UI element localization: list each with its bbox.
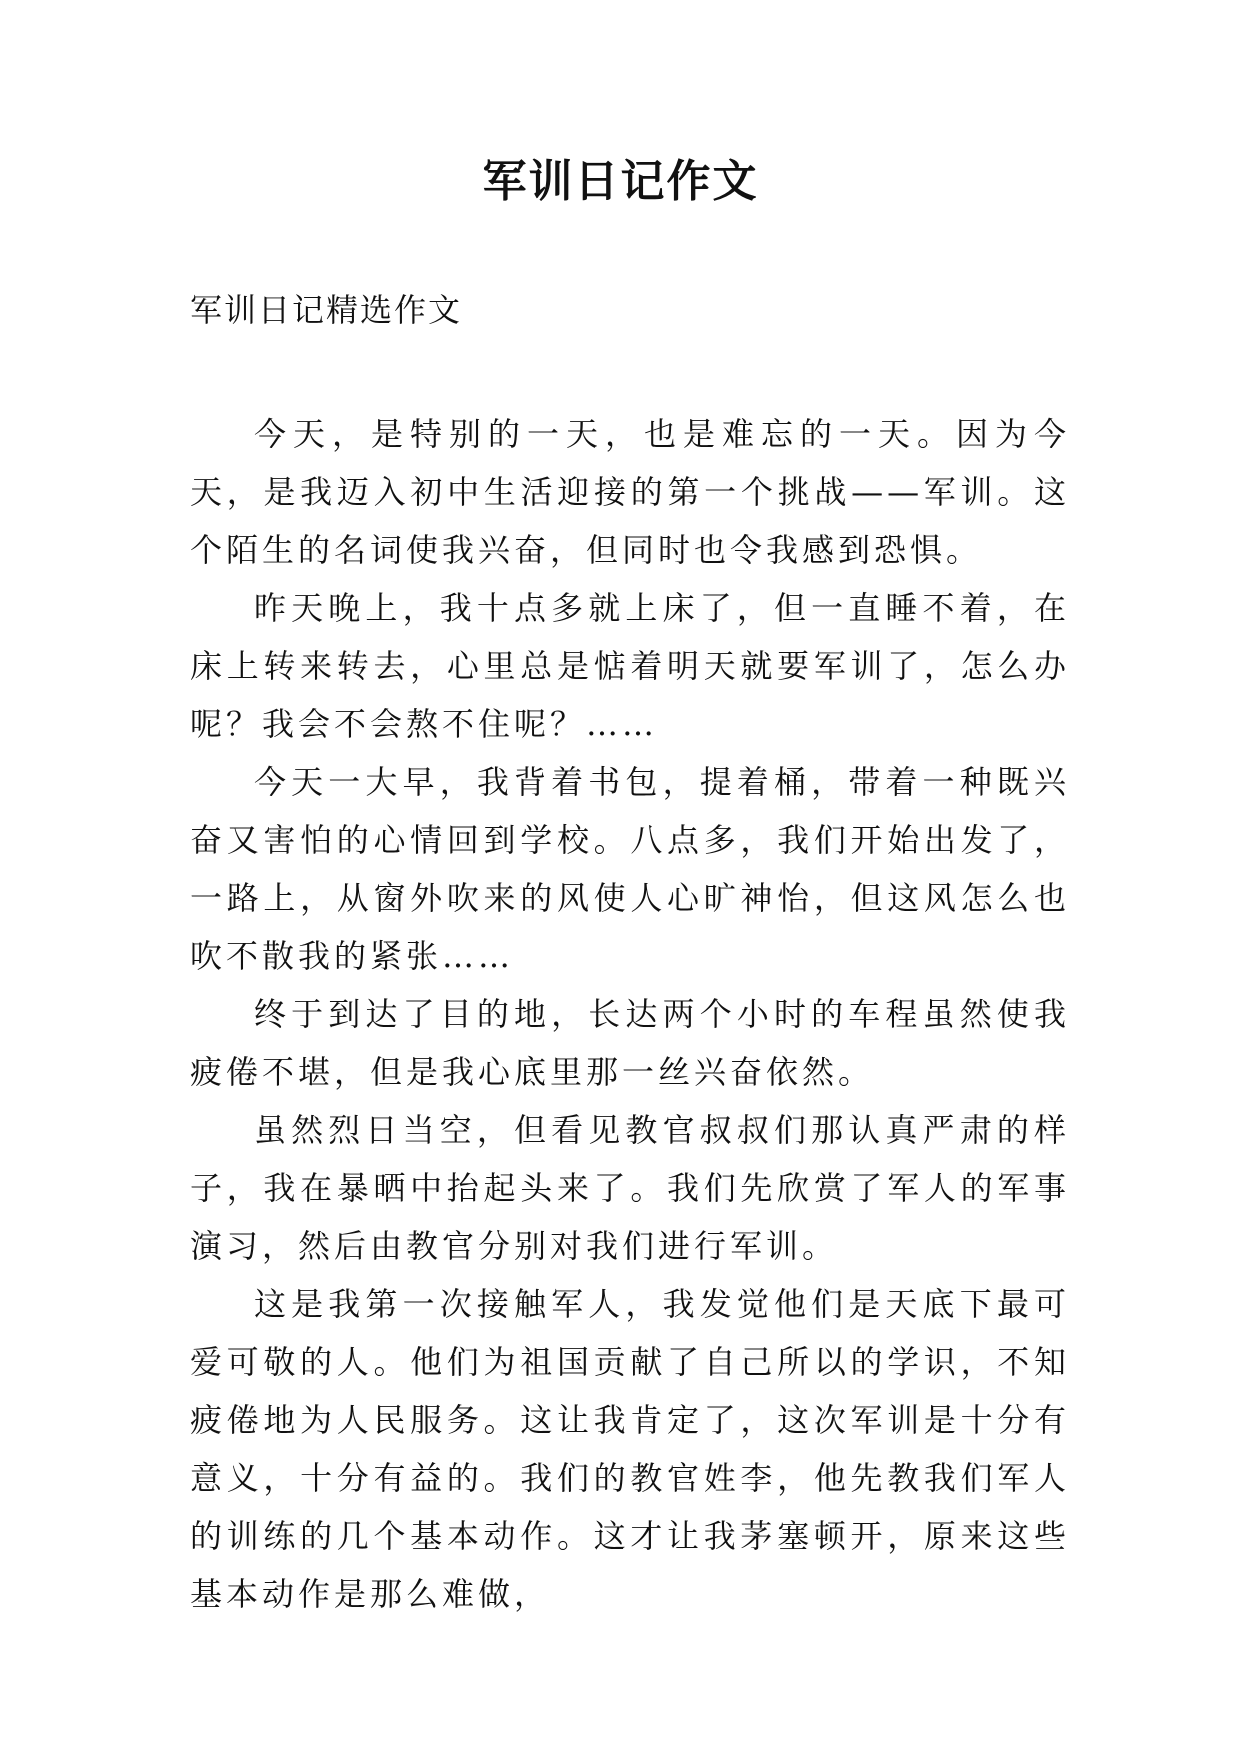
paragraph: 今天，是特别的一天，也是难忘的一天。因为今天，是我迈入初中生活迎接的第一个挑战——军训。这个陌生的名词使我兴奋，但同时也令我感到恐惧。: [190, 415, 1070, 569]
document-body: [190, 405, 1070, 1623]
paragraph: 终于到达了目的地，长达两个小时的车程虽然使我疲倦不堪，但是我心底里那一丝兴奋依然。: [190, 995, 1070, 1091]
document-title: 军训日记作文: [482, 156, 759, 207]
paragraph: 今天一大早，我背着书包，提着桶，带着一种既兴奋又害怕的心情回到学校。八点多，我们开始出发了，一路上，从窗外吹来的风使人心旷神怡，但这风怎么也吹不散我的紧张……: [190, 763, 1070, 975]
paragraph: 昨天晚上，我十点多就上床了，但一直睡不着，在床上转来转去，心里总是惦着明天就要军训了，怎么办呢？我会不会熬不住呢？……: [190, 589, 1070, 743]
paragraph: 虽然烈日当空，但看见教官叔叔们那认真严肃的样子，我在暴晒中抬起头来了。我们先欣赏了军人的军事演习，然后由教官分别对我们进行军训。: [190, 1111, 1070, 1265]
document-subtitle: 军训日记精选作文: [190, 291, 463, 329]
paragraph: 这是我第一次接触军人，我发觉他们是天底下最可爱可敬的人。他们为祖国贡献了自己所以的学识，不知疲倦地为人民服务。这让我肯定了，这次军训是十分有意义，十分有益的。我们的教官姓李，他先教我们军人的训练的几个基本动作。这才让我茅塞顿开，原来这些基本动作是那么难做，: [190, 1285, 1070, 1613]
